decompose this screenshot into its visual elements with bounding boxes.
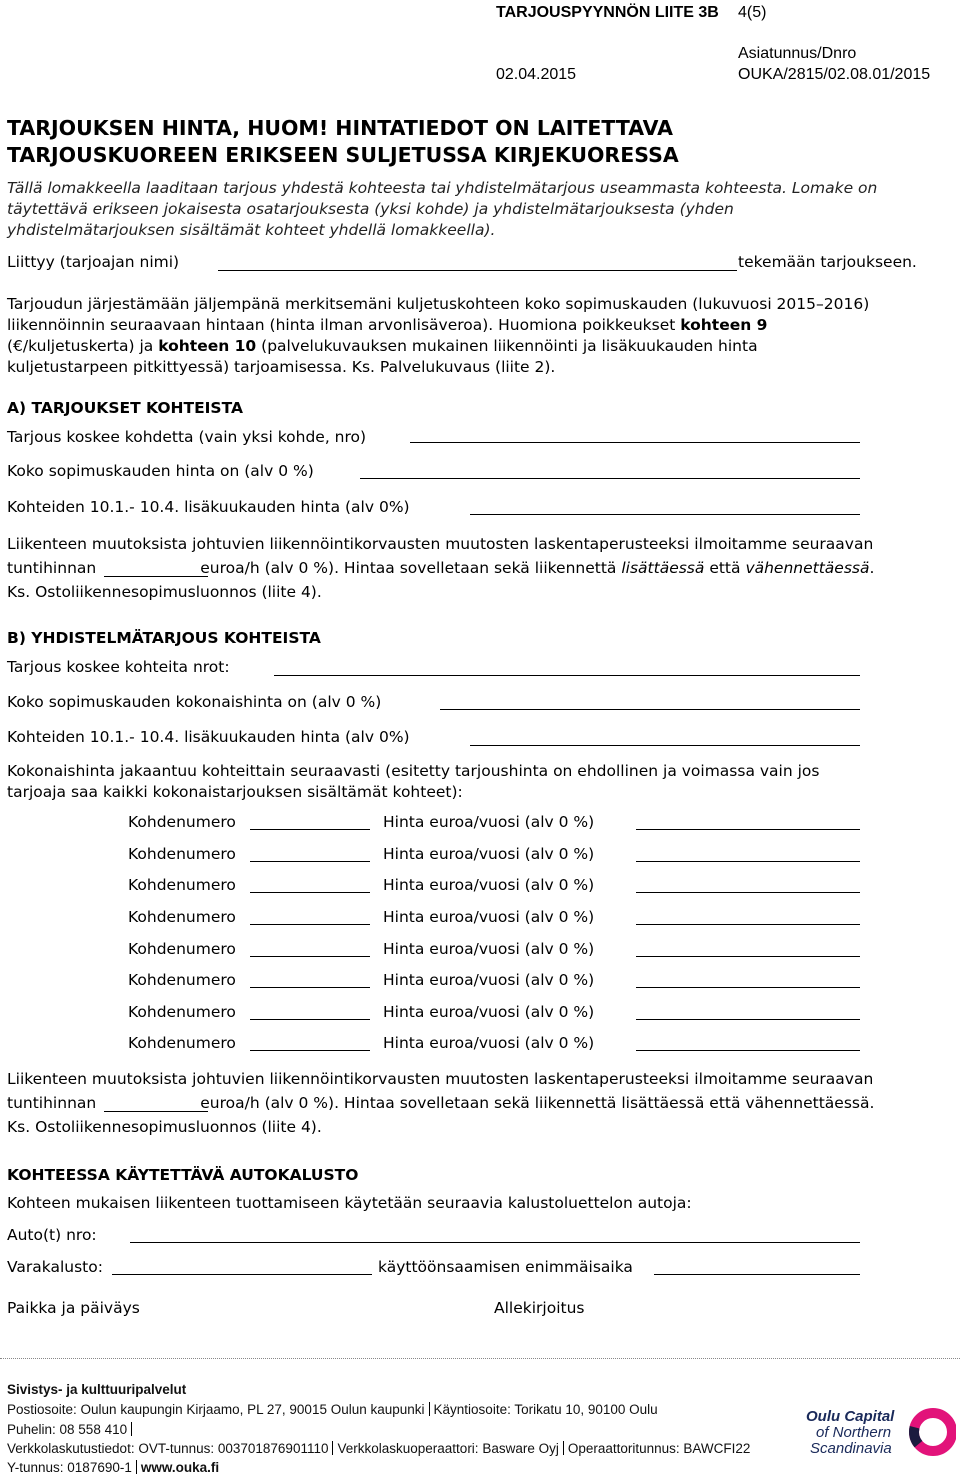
footer-sep [136,1460,137,1474]
offer-kohde-10: kohteen 10 [158,337,257,355]
b-row-3-price-field[interactable] [636,892,860,893]
spare-fleet-label: Varakalusto: [7,1258,103,1276]
footer-web-link[interactable]: www.ouka.fi [140,1460,220,1475]
footer-sep [429,1402,430,1416]
reference-label: Asiatunnus/Dnro [738,45,857,62]
signature-label: Allekirjoitus [494,1299,585,1317]
footer-post-address: Postiosoite: Oulun kaupungin Kirjaamo, PL 27, 90015 Oulun kaupunki [7,1402,425,1417]
joins-suffix: tekemään tarjoukseen. [738,253,917,271]
b-hourly-field[interactable] [104,1111,208,1112]
b-row-4-price-label: Hinta euroa/vuosi (alv 0 %) [383,908,595,926]
intro-line-3: yhdistelmätarjouksen sisältämät kohteet yhdellä lomakkeella). [7,221,496,239]
b-targets-field[interactable] [274,675,860,676]
footer-invoicing: Verkkolaskutustiedot: OVT-tunnus: 003701876901110 [7,1441,329,1456]
intro-text [7,178,877,241]
footer-operator-id: Operaattoritunnus: BAWCFI22 [567,1441,751,1456]
b-row-3-num-field[interactable] [250,892,370,893]
offer-line-3-a: (€/kuljetuskerta) ja [7,337,159,355]
a-change-line-1: Liikenteen muutoksista johtuvien liikennöintikorvausten muutosten laskentaperusteeksi ilmoitamme seuraavan [7,535,874,553]
logo-line-1: Oulu Capital [806,1408,895,1425]
footer-y-tunnus: Y-tunnus: 0187690-1 [7,1460,132,1475]
b-row-8-num-label: Kohdenumero [128,1034,236,1052]
footer-sep [131,1422,132,1436]
page-number: 4(5) [738,4,767,21]
b-row-2-price-field[interactable] [636,861,860,862]
b-change-line-1: Liikenteen muutoksista johtuvien liikennöintikorvausten muutosten laskentaperusteeksi ilmoitamme seuraavan [7,1070,874,1088]
b-row-3-num-label: Kohdenumero [128,876,236,894]
footer-unit: Sivistys- ja kulttuuripalvelut [7,1382,187,1397]
b-row-7-num-field[interactable] [250,1019,370,1020]
title-line-2: TARJOUSKUOREEN ERIKSEEN SULJETUSSA KIRJEKUORESSA [7,143,679,167]
a-price-label: Koko sopimuskauden hinta on (alv 0 %) [7,462,314,480]
b-row-4-num-label: Kohdenumero [128,908,236,926]
b-row-7-num-label: Kohdenumero [128,1003,236,1021]
b-change-line-2 [7,1094,874,1112]
b-row-6-num-label: Kohdenumero [128,971,236,989]
offer-line-2 [7,315,869,336]
a-change-mid: euroa/h (alv 0 %). Hintaa sovelletaan sekä liikennettä [200,559,622,577]
oulu-logo-icon [906,1408,956,1460]
offer-line-1: Tarjoudun järjestämään jäljempänä merkitsemäni kuljetuskohteen koko sopimuskauden (lukuvuosi 2015–2016) [7,295,870,313]
cars-field[interactable] [130,1242,860,1243]
b-split-text [7,761,819,803]
document-label: TARJOUSPYYNNÖN LIITE 3B [496,4,719,21]
b-row-5-num-field[interactable] [250,956,370,957]
bidder-name-field[interactable] [218,270,737,271]
b-row-8-price-field[interactable] [636,1050,860,1051]
title-line-1: TARJOUKSEN HINTA, HUOM! HINTATIEDOT ON LAITETTAVA [7,116,674,140]
b-row-1-price-field[interactable] [636,829,860,830]
logo-line-3: Scandinavia [810,1440,892,1457]
fleet-description: Kohteen mukaisen liikenteen tuottamiseen käytetään seuraavia kalustoluettelon autoja: [7,1194,692,1212]
b-extra-month-label: Kohteiden 10.1.- 10.4. lisäkuukauden hinta (alv 0%) [7,728,410,746]
spare-fleet-field[interactable] [112,1274,372,1275]
a-change-line-3: Ks. Ostoliikennesopimusluonnos (liite 4). [7,583,322,601]
b-total-field[interactable] [440,709,860,710]
b-row-2-num-label: Kohdenumero [128,845,236,863]
b-row-3-price-label: Hinta euroa/vuosi (alv 0 %) [383,876,595,894]
b-change-line-3: Ks. Ostoliikennesopimusluonnos (liite 4). [7,1118,322,1136]
a-target-label: Tarjous koskee kohdetta (vain yksi kohde, nro) [7,428,367,446]
a-hourly-field[interactable] [104,576,208,577]
footer-divider [0,1358,960,1359]
footer-phone-line [7,1422,136,1437]
b-row-5-price-field[interactable] [636,956,860,957]
document-date: 02.04.2015 [496,66,577,83]
section-a-heading: A) TARJOUKSET KOHTEISTA [7,399,243,417]
footer-invoicing-line [7,1441,750,1456]
a-hourly-label: tuntihinnan [7,559,97,577]
oulu-logo-text [806,1409,894,1457]
footer-id-line [7,1460,219,1475]
b-extra-month-field[interactable] [470,745,860,746]
page-title [7,115,679,169]
footer-operator: Verkkolaskuoperaattori: Basware Oyj [337,1441,559,1456]
b-targets-label: Tarjous koskee kohteita nrot: [7,658,230,676]
b-split-line-2: tarjoaja saa kaikki kokonaistarjouksen sisältämät kohteet): [7,783,463,801]
b-row-7-price-label: Hinta euroa/vuosi (alv 0 %) [383,1003,595,1021]
a-change-italic-1: lisättäessä [621,559,705,577]
max-age-label: käyttöönsaamisen enimmäisaika [378,1258,633,1276]
b-split-line-1: Kokonaishinta jakaantuu kohteittain seuraavasti (esitetty tarjoushinta on ehdollinen ja voimassa vain jos [7,762,820,780]
b-row-6-price-label: Hinta euroa/vuosi (alv 0 %) [383,971,595,989]
max-age-field[interactable] [654,1274,860,1275]
a-change-italic-2: vähennettäessä [745,559,870,577]
offer-line-3 [7,336,869,357]
b-row-1-price-label: Hinta euroa/vuosi (alv 0 %) [383,813,595,831]
footer-address [7,1402,658,1417]
b-row-4-price-field[interactable] [636,924,860,925]
b-row-1-num-field[interactable] [250,829,370,830]
place-date-label: Paikka ja päiväys [7,1299,140,1317]
offer-line-4: kuljetustarpeen pitkittyessä) tarjoamisessa. Ks. Palvelukuvaus (liite 2). [7,358,556,376]
b-row-2-price-label: Hinta euroa/vuosi (alv 0 %) [383,845,595,863]
section-b-heading: B) YHDISTELMÄTARJOUS KOHTEISTA [7,629,321,647]
reference-number: OUKA/2815/02.08.01/2015 [738,66,931,83]
cars-label: Auto(t) nro: [7,1226,97,1244]
intro-line-2: täytettävä erikseen jokaisesta osatarjouksesta (yksi kohde) ja yhdistelmätarjouksesta (yhden [7,200,734,218]
a-change-line-2 [7,559,874,577]
b-hourly-label: tuntihinnan [7,1094,97,1112]
b-row-8-num-field[interactable] [250,1050,370,1051]
b-row-5-num-label: Kohdenumero [128,940,236,958]
a-target-field[interactable] [410,442,860,443]
fleet-heading: KOHTEESSA KÄYTETTÄVÄ AUTOKALUSTO [7,1166,359,1184]
b-row-2-num-field[interactable] [250,861,370,862]
b-row-7-price-field[interactable] [636,1019,860,1020]
a-price-field[interactable] [360,478,860,479]
offer-paragraph [7,294,869,378]
footer-visit-address: Käyntiosoite: Torikatu 10, 90100 Oulu [433,1402,658,1417]
a-change-end: . [869,559,875,577]
b-total-label: Koko sopimuskauden kokonaishinta on (alv 0 %) [7,693,382,711]
b-row-1-num-label: Kohdenumero [128,813,236,831]
offer-line-2-text: liikennöinnin seuraavaan hintaan (hinta ilman arvonlisäveroa). Huomiona poikkeukset [7,316,681,334]
footer-sep [332,1441,333,1455]
b-change-rest: euroa/h (alv 0 %). Hintaa sovelletaan sekä liikennettä lisättäessä että vähennettäessä. [200,1094,875,1112]
joins-label: Liittyy (tarjoajan nimi) [7,253,180,271]
intro-line-1: Tällä lomakkeella laaditaan tarjous yhdestä kohteesta tai yhdistelmätarjous useammasta kohteesta. Lomake on [7,179,878,197]
b-row-6-num-field[interactable] [250,987,370,988]
b-row-5-price-label: Hinta euroa/vuosi (alv 0 %) [383,940,595,958]
offer-line-3-b: (palvelukuvauksen mukainen liikennöinti ja lisäkuukauden hinta [256,337,758,355]
footer-phone: Puhelin: 08 558 410 [7,1422,128,1437]
offer-kohde-9: kohteen 9 [680,316,768,334]
a-change-and: että [704,559,746,577]
a-extra-month-field[interactable] [470,514,860,515]
a-extra-month-label: Kohteiden 10.1.- 10.4. lisäkuukauden hinta (alv 0%) [7,498,410,516]
footer-sep [563,1441,564,1455]
logo-line-2: of Northern [816,1424,892,1441]
b-row-4-num-field[interactable] [250,924,370,925]
b-row-6-price-field[interactable] [636,987,860,988]
b-row-8-price-label: Hinta euroa/vuosi (alv 0 %) [383,1034,595,1052]
